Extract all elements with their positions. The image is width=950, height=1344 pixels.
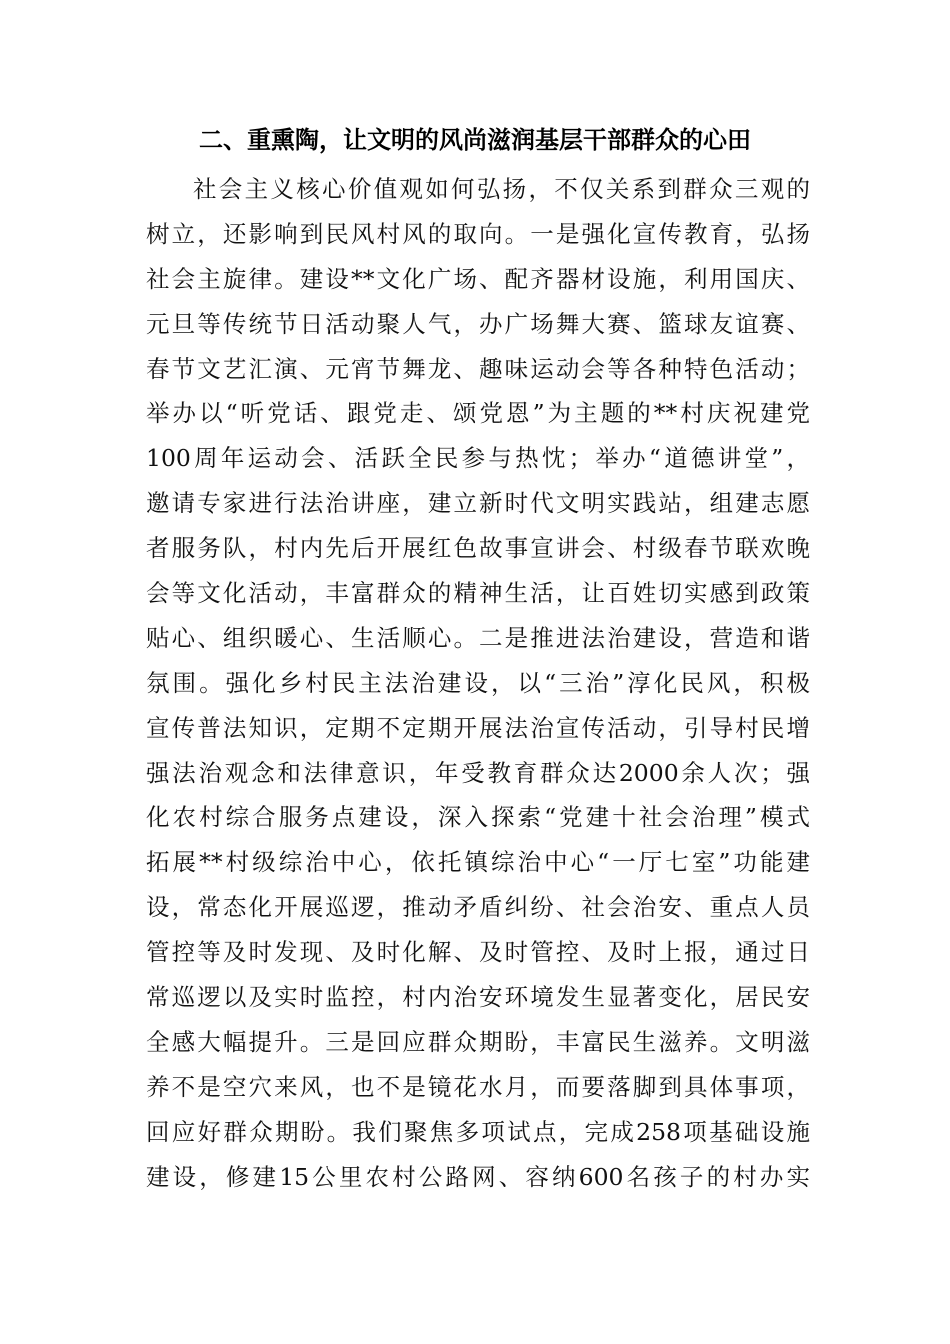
paragraph-line: 设，常态化开展巡逻，推动矛盾纠纷、社会治安、重点人员 [146, 893, 810, 922]
paragraph-line: 强法治观念和法律意识，年受教育群众达2000余人次；强 [146, 758, 810, 787]
paragraph-line: 拓展**村级综治中心，依托镇综治中心“一厅七室”功能建 [146, 848, 810, 877]
paragraph-line: 化农村综合服务点建设，深入探索“党建十社会治理”模式 [146, 803, 810, 832]
paragraph-line: 宣传普法知识，定期不定期开展法治宣传活动，引导村民增 [146, 713, 810, 742]
paragraph-line: 者服务队，村内先后开展红色故事宣讲会、村级春节联欢晚 [146, 534, 810, 563]
paragraph-line: 养不是空穴来风，也不是镜花水月，而要落脚到具体事项， [146, 1072, 810, 1101]
paragraph-line: 管控等及时发现、及时化解、及时管控、及时上报，通过日 [146, 938, 810, 967]
paragraph-line: 社会主义核心价值观如何弘扬，不仅关系到群众三观的 [193, 175, 810, 203]
paragraph-line: 100周年运动会、活跃全民参与热忱；举办“道德讲堂”， [146, 444, 810, 473]
paragraph-line: 氛围。强化乡村民主法治建设，以“三治”淳化民风，积极 [146, 668, 810, 697]
body-paragraph [146, 167, 810, 1199]
paragraph-line: 建设，修建15公里农村公路网、容纳600名孩子的村办实 [146, 1162, 810, 1191]
section-heading: 二、重熏陶，让文明的风尚滋润基层干部群众的心田 [199, 126, 751, 154]
paragraph-line: 春节文艺汇演、元宵节舞龙、趣味运动会等各种特色活动； [146, 354, 810, 383]
paragraph-line: 全感大幅提升。三是回应群众期盼，丰富民生滋养。文明滋 [146, 1027, 810, 1056]
paragraph-line: 社会主旋律。建设**文化广场、配齐器材设施，利用国庆、 [146, 264, 810, 293]
paragraph-line: 元旦等传统节日活动聚人气，办广场舞大赛、篮球友谊赛、 [146, 309, 810, 338]
paragraph-line: 会等文化活动，丰富群众的精神生活，让百姓切实感到政策 [146, 579, 810, 608]
paragraph-line: 树立，还影响到民风村风的取向。一是强化宣传教育，弘扬 [146, 219, 810, 248]
paragraph-line: 回应好群众期盼。我们聚焦多项试点，完成258项基础设施 [146, 1117, 810, 1146]
paragraph-line: 贴心、组织暖心、生活顺心。二是推进法治建设，营造和谐 [146, 623, 810, 652]
paragraph-line: 举办以“听党话、跟党走、颂党恩”为主题的**村庆祝建党 [146, 399, 810, 428]
paragraph-line: 常巡逻以及实时监控，村内治安环境发生显著变化，居民安 [146, 983, 810, 1012]
paragraph-line: 邀请专家进行法治讲座，建立新时代文明实践站，组建志愿 [146, 489, 810, 518]
